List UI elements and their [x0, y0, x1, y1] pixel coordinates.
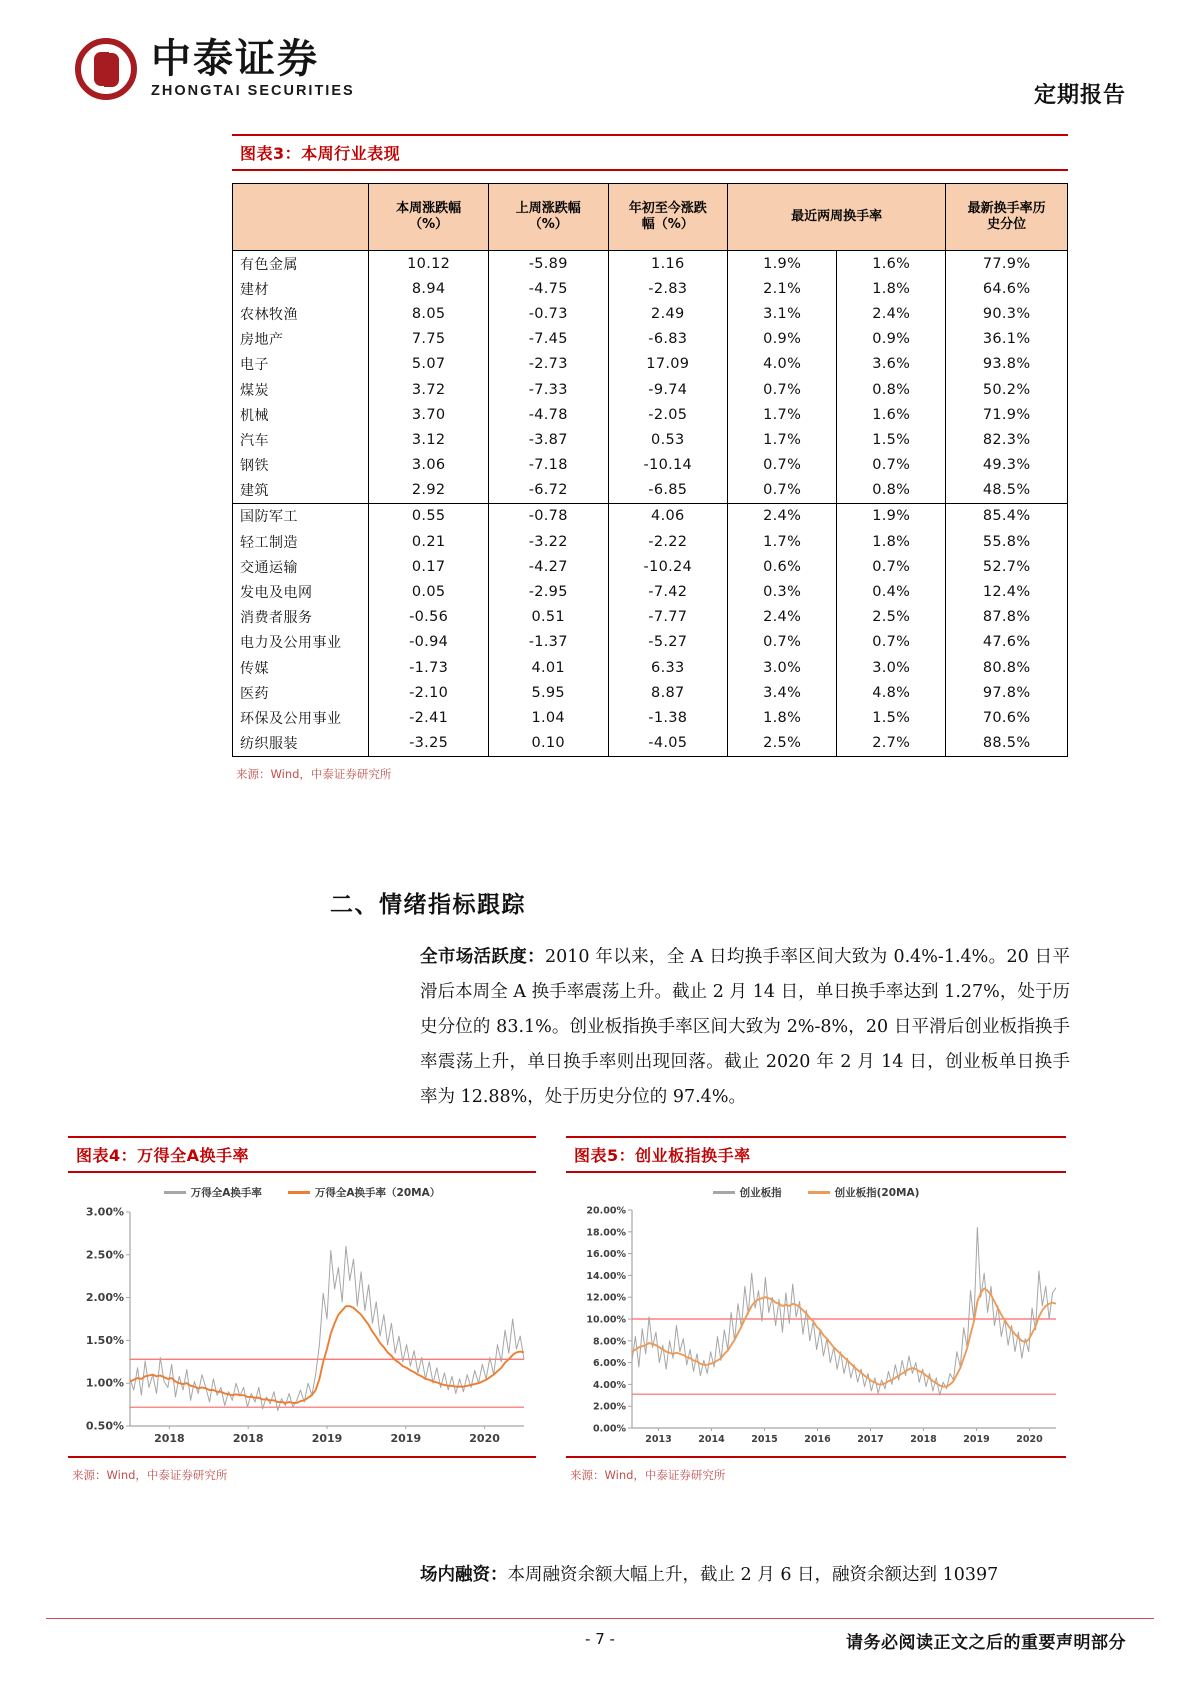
- last-week-change: -4.75: [488, 276, 608, 301]
- industry-name: 医药: [233, 680, 369, 705]
- figure-4-source: 来源：Wind，中泰证券研究所: [72, 1468, 228, 1482]
- table-row: [233, 554, 1068, 579]
- turnover-week1: 3.1%: [728, 301, 837, 326]
- turnover-percentile: 77.9%: [946, 251, 1068, 277]
- this-week-change: 2.92: [369, 478, 489, 504]
- table-row: [233, 427, 1068, 452]
- legend-swatch-ma: [808, 1191, 830, 1194]
- table-row: [233, 579, 1068, 604]
- col-header-turnover-percentile: 最新换手率历 史分位: [946, 184, 1068, 251]
- svg-text:2019: 2019: [390, 1432, 422, 1445]
- turnover-week1: 1.7%: [728, 427, 837, 452]
- turnover-week1: 0.7%: [728, 377, 837, 402]
- industry-name: 房地产: [233, 327, 369, 352]
- col-header-this-week: 本周涨跌幅 （%）: [369, 184, 489, 251]
- last-week-change: -7.18: [488, 453, 608, 478]
- turnover-percentile: 87.8%: [946, 605, 1068, 630]
- last-week-change: -3.87: [488, 427, 608, 452]
- turnover-percentile: 55.8%: [946, 529, 1068, 554]
- ytd-change: 1.16: [608, 251, 728, 277]
- margin-financing-paragraph: [420, 1558, 1070, 1592]
- svg-text:14.00%: 14.00%: [586, 1270, 626, 1282]
- figure-5-title-bar: [566, 1136, 1066, 1173]
- turnover-week1: 2.5%: [728, 731, 837, 757]
- turnover-week2: 1.6%: [837, 402, 946, 427]
- turnover-percentile: 93.8%: [946, 352, 1068, 377]
- svg-text:2018: 2018: [232, 1432, 264, 1445]
- table-row: [233, 327, 1068, 352]
- last-week-change: -4.27: [488, 554, 608, 579]
- legend-item-raw: [164, 1185, 262, 1200]
- this-week-change: 0.05: [369, 579, 489, 604]
- last-week-change: 0.10: [488, 731, 608, 757]
- legend-label-raw: 创业板指: [739, 1187, 782, 1199]
- turnover-week2: 1.6%: [837, 251, 946, 277]
- footer-disclaimer: 请务必阅读正文之后的重要声明部分: [846, 1633, 1126, 1653]
- figure-4-legend: [68, 1179, 536, 1202]
- this-week-change: -3.25: [369, 731, 489, 757]
- turnover-week2: 1.8%: [837, 529, 946, 554]
- figure-4-title: 图表4：万得全A换手率: [76, 1146, 250, 1165]
- ytd-change: 17.09: [608, 352, 728, 377]
- last-week-change: -0.78: [488, 503, 608, 529]
- this-week-change: -0.56: [369, 605, 489, 630]
- table-row: [233, 276, 1068, 301]
- svg-text:2018: 2018: [154, 1432, 185, 1445]
- industry-name: 有色金属: [233, 251, 369, 277]
- ytd-change: -1.38: [608, 705, 728, 730]
- ytd-change: -7.77: [608, 605, 728, 630]
- turnover-percentile: 64.6%: [946, 276, 1068, 301]
- this-week-change: -2.41: [369, 705, 489, 730]
- table-row: [233, 453, 1068, 478]
- ytd-change: 2.49: [608, 301, 728, 326]
- figure-5-block: [566, 1136, 1066, 1483]
- svg-text:2.00%: 2.00%: [85, 1291, 124, 1305]
- legend-label-raw: 万得全A换手率: [190, 1187, 262, 1199]
- ytd-change: -10.24: [608, 554, 728, 579]
- turnover-week1: 0.6%: [728, 554, 837, 579]
- figure-3-block: [232, 134, 1068, 782]
- table-row: [233, 352, 1068, 377]
- last-week-change: 1.04: [488, 705, 608, 730]
- turnover-week1: 4.0%: [728, 352, 837, 377]
- ytd-change: 8.87: [608, 680, 728, 705]
- table-body: [233, 251, 1068, 757]
- this-week-change: 8.05: [369, 301, 489, 326]
- svg-text:10.00%: 10.00%: [586, 1314, 626, 1326]
- this-week-change: -0.94: [369, 630, 489, 655]
- svg-text:2015: 2015: [751, 1434, 778, 1445]
- col-header-industry: [233, 184, 369, 251]
- turnover-week1: 1.8%: [728, 705, 837, 730]
- turnover-week1: 1.7%: [728, 402, 837, 427]
- industry-name: 机械: [233, 402, 369, 427]
- svg-text:2.50%: 2.50%: [85, 1248, 124, 1262]
- section-heading: 二、情绪指标跟踪: [330, 892, 526, 918]
- industry-name: 纺织服装: [233, 731, 369, 757]
- ytd-change: 6.33: [608, 655, 728, 680]
- this-week-change: 0.21: [369, 529, 489, 554]
- turnover-week2: 3.6%: [837, 352, 946, 377]
- table-row: [233, 705, 1068, 730]
- turnover-percentile: 52.7%: [946, 554, 1068, 579]
- turnover-week1: 0.7%: [728, 478, 837, 504]
- industry-performance-table: [232, 183, 1068, 757]
- zhongtai-logo-icon: [75, 38, 137, 100]
- industry-name: 传媒: [233, 655, 369, 680]
- table-row: [233, 529, 1068, 554]
- industry-name: 电子: [233, 352, 369, 377]
- turnover-week1: 1.9%: [728, 251, 837, 277]
- industry-name: 国防军工: [233, 503, 369, 529]
- svg-text:2020: 2020: [469, 1432, 500, 1445]
- turnover-percentile: 97.8%: [946, 680, 1068, 705]
- ytd-change: -6.85: [608, 478, 728, 504]
- svg-text:2020: 2020: [1016, 1434, 1043, 1445]
- last-week-change: -2.73: [488, 352, 608, 377]
- last-week-change: -0.73: [488, 301, 608, 326]
- figure-5-title: 图表5：创业板指换手率: [574, 1146, 751, 1165]
- turnover-percentile: 47.6%: [946, 630, 1068, 655]
- this-week-change: 3.70: [369, 402, 489, 427]
- svg-text:2019: 2019: [963, 1434, 990, 1445]
- turnover-week1: 0.3%: [728, 579, 837, 604]
- svg-text:2018: 2018: [910, 1434, 937, 1445]
- turnover-week1: 3.4%: [728, 680, 837, 705]
- company-logo: [75, 38, 355, 100]
- col-header-ytd: 年初至今涨跌 幅（%）: [608, 184, 728, 251]
- table-row: [233, 503, 1068, 529]
- svg-text:2.00%: 2.00%: [593, 1401, 626, 1413]
- figure-4-block: [68, 1136, 536, 1483]
- figure-5-chart-area: [566, 1179, 1066, 1452]
- logo-chinese-name: 中泰证券: [151, 36, 319, 83]
- this-week-change: 3.06: [369, 453, 489, 478]
- turnover-week1: 2.4%: [728, 605, 837, 630]
- margin-financing-body: 本周融资余额大幅上升，截止 2 月 6 日，融资余额达到 10397: [507, 1565, 999, 1585]
- svg-text:2014: 2014: [698, 1434, 725, 1445]
- legend-swatch-ma: [288, 1191, 310, 1194]
- svg-text:2013: 2013: [645, 1434, 672, 1445]
- table-row: [233, 251, 1068, 277]
- industry-name: 环保及公用事业: [233, 705, 369, 730]
- svg-text:1.50%: 1.50%: [85, 1333, 124, 1347]
- turnover-week2: 2.5%: [837, 605, 946, 630]
- figure-5-source: 来源：Wind，中泰证券研究所: [570, 1468, 726, 1482]
- last-week-change: -4.78: [488, 402, 608, 427]
- logo-english-name: ZHONGTAI SECURITIES: [151, 83, 355, 100]
- this-week-change: 3.12: [369, 427, 489, 452]
- table-row: [233, 301, 1068, 326]
- industry-name: 农林牧渔: [233, 301, 369, 326]
- svg-text:0.50%: 0.50%: [85, 1419, 124, 1433]
- legend-swatch-raw: [164, 1191, 186, 1194]
- turnover-week2: 4.8%: [837, 680, 946, 705]
- report-type-label: 定期报告: [1033, 83, 1126, 108]
- svg-text:12.00%: 12.00%: [586, 1292, 626, 1304]
- this-week-change: -1.73: [369, 655, 489, 680]
- page-header: [0, 0, 1200, 128]
- ytd-change: -2.22: [608, 529, 728, 554]
- svg-text:0.00%: 0.00%: [593, 1423, 626, 1435]
- last-week-change: -5.89: [488, 251, 608, 277]
- this-week-change: 3.72: [369, 377, 489, 402]
- last-week-change: 5.95: [488, 680, 608, 705]
- ytd-change: -6.83: [608, 327, 728, 352]
- turnover-percentile: 12.4%: [946, 579, 1068, 604]
- this-week-change: 5.07: [369, 352, 489, 377]
- table-header-row: [233, 184, 1068, 251]
- turnover-percentile: 71.9%: [946, 402, 1068, 427]
- turnover-week2: 0.8%: [837, 377, 946, 402]
- industry-name: 发电及电网: [233, 579, 369, 604]
- svg-text:8.00%: 8.00%: [593, 1336, 626, 1348]
- turnover-week2: 1.5%: [837, 705, 946, 730]
- turnover-percentile: 70.6%: [946, 705, 1068, 730]
- industry-name: 交通运输: [233, 554, 369, 579]
- ytd-change: 0.53: [608, 427, 728, 452]
- last-week-change: -3.22: [488, 529, 608, 554]
- turnover-week2: 0.7%: [837, 453, 946, 478]
- table-row: [233, 478, 1068, 504]
- table-row: [233, 377, 1068, 402]
- col-header-last-week: 上周涨跌幅 （%）: [488, 184, 608, 251]
- last-week-change: -6.72: [488, 478, 608, 504]
- industry-name: 电力及公用事业: [233, 630, 369, 655]
- ytd-change: -10.14: [608, 453, 728, 478]
- table-row: [233, 402, 1068, 427]
- market-activity-body: 2010 年以来，全 A 日均换手率区间大致为 0.4%-1.4%。20 日平滑后本周全 A 换手率震荡上升。截止 2 月 14 日，单日换手率达到 1.27%，处于历史分位的 83.1%。创业板指换手率区间大致为 2%-8%，20 日平滑后创业板指换手率震荡上升，单日换手率则出现回落。截止 2020 年 2 月 14 日，创业板单日换手率为 12.88%，处于历史分位的 97.4%。: [420, 947, 1071, 1107]
- industry-name: 建筑: [233, 478, 369, 504]
- this-week-change: 8.94: [369, 276, 489, 301]
- svg-text:20.00%: 20.00%: [586, 1205, 626, 1217]
- market-activity-paragraph: [420, 940, 1070, 1115]
- figure-5-plot: [566, 1202, 1066, 1452]
- turnover-percentile: 48.5%: [946, 478, 1068, 504]
- figure-3-title-bar: [232, 134, 1068, 171]
- page-number: - 7 -: [585, 1630, 615, 1648]
- last-week-change: -2.95: [488, 579, 608, 604]
- turnover-week2: 0.8%: [837, 478, 946, 504]
- figure-3-title: 图表3：本周行业表现: [240, 144, 401, 163]
- legend-swatch-raw: [713, 1191, 735, 1194]
- table-row: [233, 731, 1068, 757]
- ytd-change: -2.05: [608, 402, 728, 427]
- ytd-change: -5.27: [608, 630, 728, 655]
- svg-text:1.00%: 1.00%: [85, 1376, 124, 1390]
- turnover-week2: 1.5%: [837, 427, 946, 452]
- svg-text:2019: 2019: [311, 1432, 343, 1445]
- turnover-week1: 2.1%: [728, 276, 837, 301]
- this-week-change: 10.12: [369, 251, 489, 277]
- this-week-change: 0.17: [369, 554, 489, 579]
- turnover-week2: 1.8%: [837, 276, 946, 301]
- turnover-week1: 0.9%: [728, 327, 837, 352]
- industry-name: 钢铁: [233, 453, 369, 478]
- turnover-percentile: 88.5%: [946, 731, 1068, 757]
- turnover-percentile: 49.3%: [946, 453, 1068, 478]
- turnover-percentile: 85.4%: [946, 503, 1068, 529]
- turnover-week1: 1.7%: [728, 529, 837, 554]
- legend-label-ma: 万得全A换手率（20MA）: [314, 1187, 441, 1199]
- legend-item-ma: [808, 1185, 920, 1200]
- ytd-change: -2.83: [608, 276, 728, 301]
- last-week-change: 0.51: [488, 605, 608, 630]
- turnover-week1: 3.0%: [728, 655, 837, 680]
- this-week-change: 0.55: [369, 503, 489, 529]
- turnover-week2: 0.7%: [837, 554, 946, 579]
- turnover-week1: 2.4%: [728, 503, 837, 529]
- turnover-week2: 0.9%: [837, 327, 946, 352]
- turnover-week2: 1.9%: [837, 503, 946, 529]
- figure-4-plot: [68, 1202, 536, 1452]
- turnover-week2: 3.0%: [837, 655, 946, 680]
- last-week-change: 4.01: [488, 655, 608, 680]
- ytd-change: -7.42: [608, 579, 728, 604]
- figure-3-source: 来源：Wind，中泰证券研究所: [236, 766, 392, 781]
- svg-text:16.00%: 16.00%: [586, 1249, 626, 1261]
- margin-financing-label: 场内融资：: [420, 1565, 508, 1585]
- footer-divider: [46, 1618, 1154, 1619]
- turnover-percentile: 50.2%: [946, 377, 1068, 402]
- figure-4-chart-area: [68, 1179, 536, 1452]
- svg-text:6.00%: 6.00%: [593, 1358, 626, 1370]
- svg-text:2016: 2016: [804, 1434, 831, 1445]
- table-row: [233, 655, 1068, 680]
- turnover-week2: 2.7%: [837, 731, 946, 757]
- last-week-change: -7.33: [488, 377, 608, 402]
- svg-text:2017: 2017: [857, 1434, 884, 1445]
- industry-name: 建材: [233, 276, 369, 301]
- last-week-change: -7.45: [488, 327, 608, 352]
- svg-text:18.00%: 18.00%: [586, 1227, 626, 1239]
- table-row: [233, 630, 1068, 655]
- turnover-percentile: 80.8%: [946, 655, 1068, 680]
- this-week-change: -2.10: [369, 680, 489, 705]
- turnover-week2: 0.4%: [837, 579, 946, 604]
- this-week-change: 7.75: [369, 327, 489, 352]
- market-activity-label: 全市场活跃度：: [420, 947, 545, 967]
- table-row: [233, 680, 1068, 705]
- table-row: [233, 605, 1068, 630]
- svg-text:3.00%: 3.00%: [85, 1205, 124, 1219]
- industry-name: 轻工制造: [233, 529, 369, 554]
- turnover-week2: 0.7%: [837, 630, 946, 655]
- figure-4-title-bar: [68, 1136, 536, 1173]
- ytd-change: -4.05: [608, 731, 728, 757]
- last-week-change: -1.37: [488, 630, 608, 655]
- col-header-turnover-2w: 最近两周换手率: [728, 184, 946, 251]
- turnover-week1: 0.7%: [728, 630, 837, 655]
- svg-text:4.00%: 4.00%: [593, 1379, 626, 1391]
- industry-name: 消费者服务: [233, 605, 369, 630]
- turnover-percentile: 82.3%: [946, 427, 1068, 452]
- turnover-percentile: 36.1%: [946, 327, 1068, 352]
- industry-name: 煤炭: [233, 377, 369, 402]
- turnover-week1: 0.7%: [728, 453, 837, 478]
- turnover-percentile: 90.3%: [946, 301, 1068, 326]
- figure-5-legend: [566, 1179, 1066, 1202]
- legend-item-raw: [713, 1185, 782, 1200]
- turnover-week2: 2.4%: [837, 301, 946, 326]
- legend-item-ma: [288, 1185, 440, 1200]
- ytd-change: -9.74: [608, 377, 728, 402]
- industry-name: 汽车: [233, 427, 369, 452]
- ytd-change: 4.06: [608, 503, 728, 529]
- legend-label-ma: 创业板指(20MA): [834, 1187, 920, 1199]
